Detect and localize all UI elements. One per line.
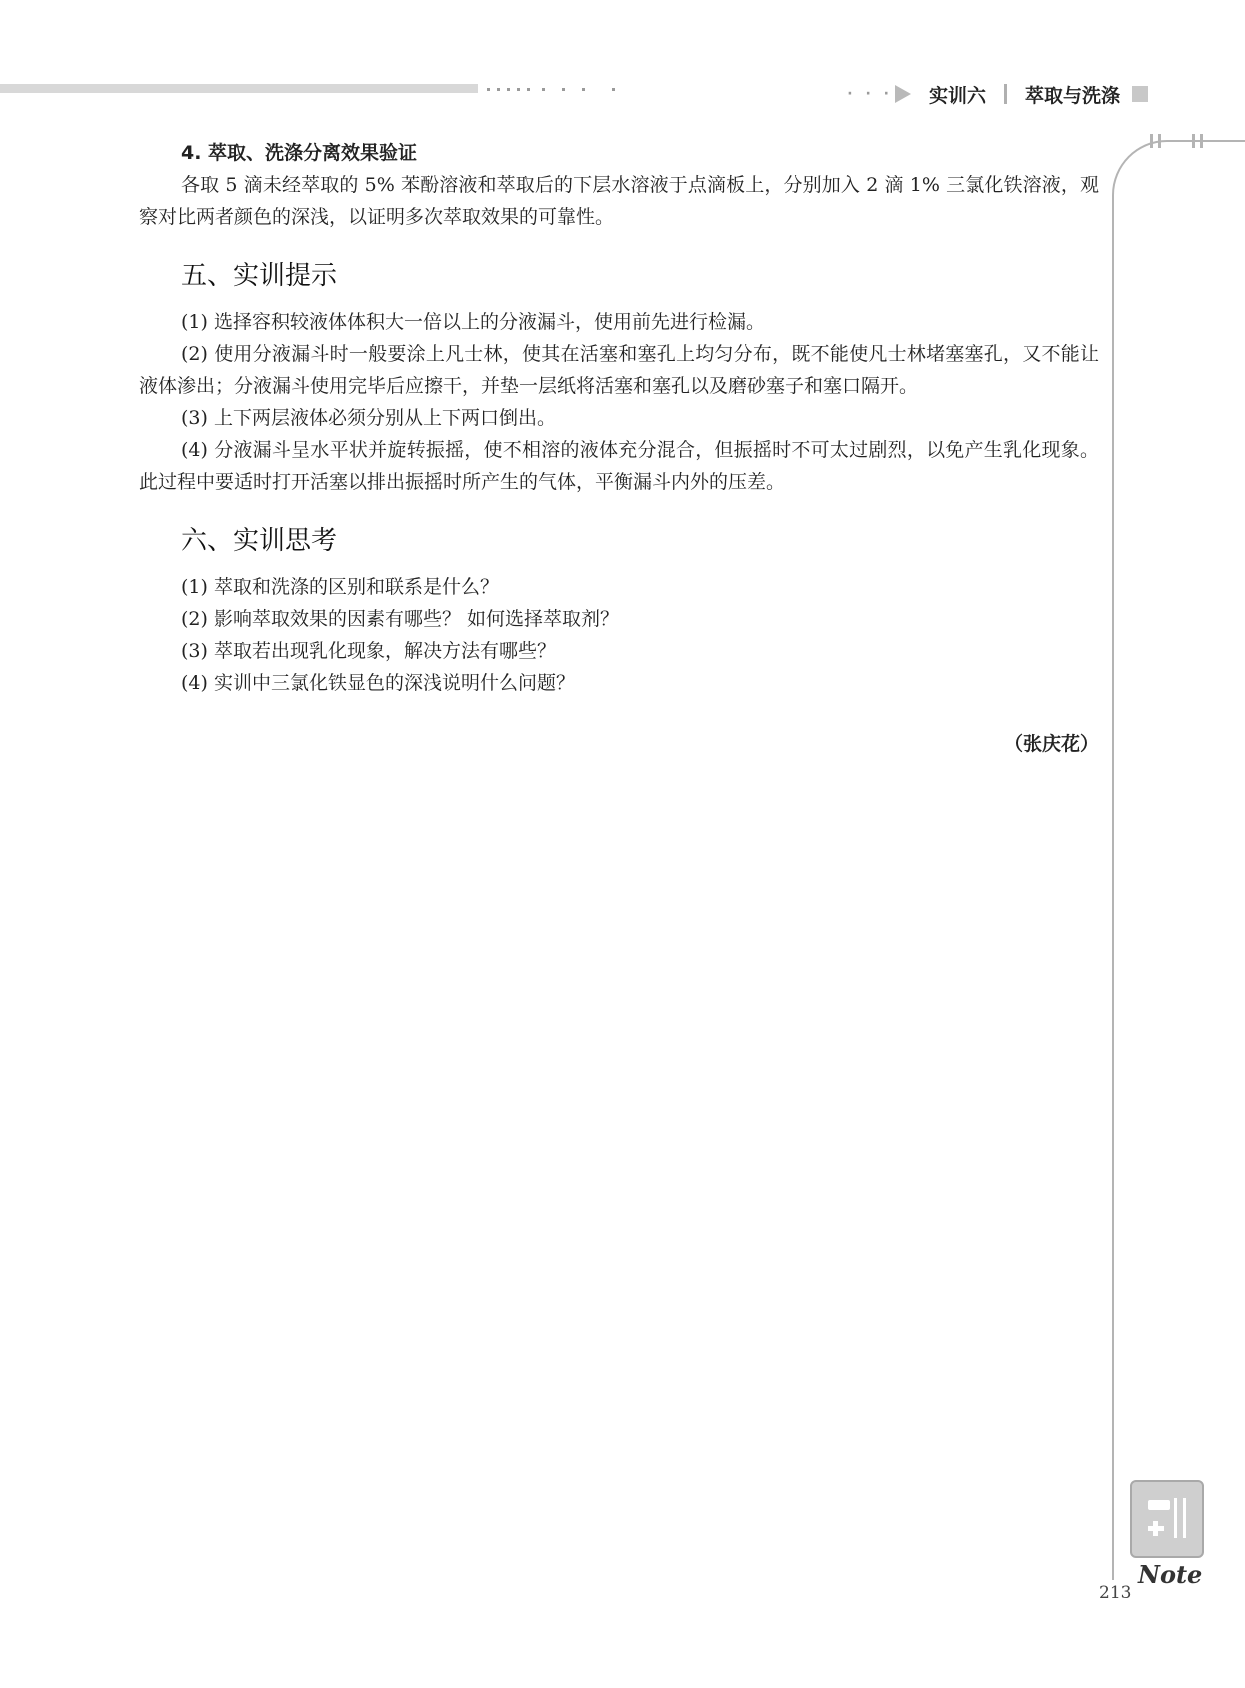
arrow-icon [895, 85, 911, 103]
tip-item: (1) 选择容积较液体体积大一倍以上的分液漏斗，使用前先进行检漏。 [181, 311, 765, 333]
paragraph: 各取 5 滴未经萃取的 5% 苯酚溶液和萃取后的下层水溶液于点滴板上，分别加入 2 滴 1% 三氯化铁溶液，观察对比两者颜色的深浅，以证明多次萃取效果的可靠性。 [139, 174, 1099, 228]
header-bar [0, 84, 478, 93]
note-icon [1130, 1480, 1204, 1558]
tip-item: (2) 使用分液漏斗时一般要涂上凡士林，使其在活塞和塞孔上均匀分布，既不能使凡士林堵塞塞孔，又不能让液体渗出；分液漏斗使用完毕后应擦干，并垫一层纸将活塞和塞孔以及磨砂塞子和塞口隔开。 [139, 343, 1099, 397]
square-icon [1132, 86, 1148, 102]
note-label: Note [1138, 1560, 1203, 1589]
margin-top-line [1170, 140, 1245, 142]
margin-curve [1112, 140, 1174, 222]
header-divider [1004, 84, 1007, 104]
page-number: 213 [1099, 1583, 1132, 1603]
header-dots [487, 88, 617, 92]
margin-tick [1192, 134, 1195, 148]
margin-tick [1200, 134, 1203, 148]
section-heading-thinking: 六、实训思考 [181, 526, 338, 556]
question-item: (3) 萃取若出现乳化现象，解决方法有哪些？ [181, 640, 556, 662]
tip-item: (4) 分液漏斗呈水平状并旋转振摇，使不相溶的液体充分混合，但振摇时不可太过剧烈，以免产生乳化现象。此过程中要适时打开活塞以排出振摇时所产生的气体，平衡漏斗内外的压差。 [139, 439, 1099, 493]
chapter-label: 实训六 [928, 84, 986, 107]
margin-tick [1158, 134, 1161, 148]
subsection-heading: 4. 萃取、洗涤分离效果验证 [181, 142, 418, 164]
question-item: (1) 萃取和洗涤的区别和联系是什么？ [181, 576, 499, 598]
chapter-title: 萃取与洗涤 [1024, 84, 1120, 107]
margin-tick [1150, 134, 1153, 148]
section-heading-tips: 五、实训提示 [181, 261, 338, 291]
page-content [139, 130, 1099, 756]
author: （张庆花） [1003, 733, 1099, 755]
tip-item: (3) 上下两层液体必须分别从上下两口倒出。 [181, 407, 556, 429]
running-header [847, 80, 1148, 108]
question-item: (2) 影响萃取效果的因素有哪些？ 如何选择萃取剂？ [181, 608, 619, 630]
header-dots-text: · · · [847, 86, 893, 102]
question-item: (4) 实训中三氯化铁显色的深浅说明什么问题？ [181, 672, 575, 694]
margin-line [1112, 195, 1114, 1580]
